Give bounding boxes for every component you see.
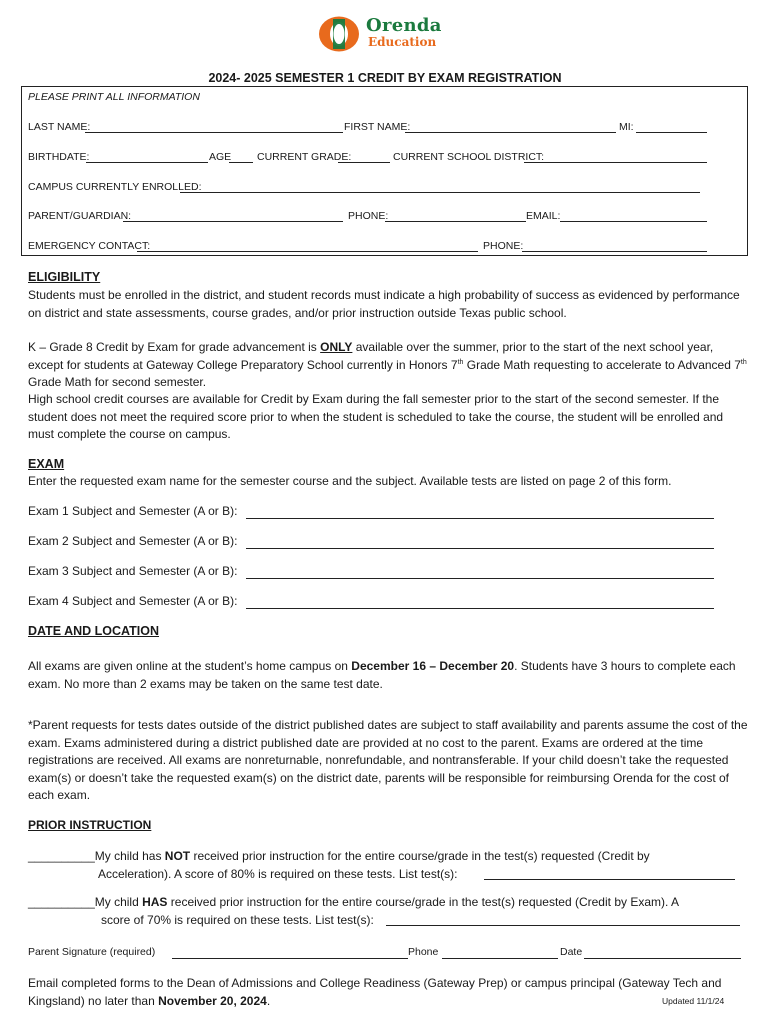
logo-subtitle: Education xyxy=(368,35,437,49)
exam-heading: EXAM xyxy=(28,457,65,471)
name-row xyxy=(0,121,770,135)
phone-label: PHONE: xyxy=(348,210,389,222)
exam-row-4-label: Exam 4 Subject and Semester (A or B): xyxy=(28,594,238,608)
phone-field[interactable] xyxy=(385,221,526,222)
orenda-logo-icon xyxy=(317,15,361,53)
emergency-field[interactable] xyxy=(137,251,478,252)
parent-signature-label: Parent Signature (required) xyxy=(28,946,156,958)
logo-name: Orenda xyxy=(366,15,442,36)
date-location-paragraph-2: *Parent requests for tests dates outside of the district published dates are subject to staff availability and parents assume the cost of the exam. Exams administered during a district published date are provided at no cost to the parent. Exams are ordered at the time registrations are received. All exams are nonreturnable, nonrefundable, and nontransferable. If your child doesn’t take the requested exam(s) or doesn’t take the requested exam(s) on the district date, parents will be responsible for reimbursing Orenda for the cost of each exam. xyxy=(28,718,748,802)
prior-option-has: __________My child HAS received prior instruction for the entire course/grade in the test(s) requested (Credit by Exam). A xyxy=(28,895,680,909)
first-name-label: FIRST NAME: xyxy=(344,121,411,133)
prior-option-has-line2: score of 70% is required on these tests. List test(s): xyxy=(101,913,374,927)
date-location-paragraph-1: All exams are given online at the student’s home campus on December 16 – December 20. Students have 3 hours to complete each exam. No more than 2 exams may be taken on the same test date. xyxy=(28,659,736,691)
birthdate-label: BIRTHDATE: xyxy=(28,151,90,163)
exam-row-1-label: Exam 1 Subject and Semester (A or B): xyxy=(28,504,238,518)
email-label: EMAIL: xyxy=(526,210,561,222)
mi-label: MI: xyxy=(619,121,634,133)
current-grade-field[interactable] xyxy=(338,162,390,163)
parent-row xyxy=(0,210,770,224)
exam-row-2-label: Exam 2 Subject and Semester (A or B): xyxy=(28,534,238,548)
birth-row xyxy=(0,151,770,165)
prior-not-tests-field[interactable] xyxy=(484,879,735,880)
prior-option-not-line2: Acceleration). A score of 80% is required on these tests. List test(s): xyxy=(98,867,458,881)
exam-row-2-field[interactable] xyxy=(246,548,714,549)
first-name-field[interactable] xyxy=(405,132,616,133)
age-label: AGE xyxy=(209,151,232,163)
last-name-field[interactable] xyxy=(85,132,343,133)
form-title: 2024- 2025 SEMESTER 1 CREDIT BY EXAM REGISTRATION xyxy=(208,71,562,85)
exam-row-4-field[interactable] xyxy=(246,608,714,609)
eligibility-paragraph-3: High school credit courses are available for Credit by Exam during the fall semester prior to the start of the second semester. If the student does not meet the required score prior to when the student is scheduled to take the course, the student will be enrolled and must complete the course on campus. xyxy=(28,392,724,441)
emergency-phone-label: PHONE: xyxy=(483,240,524,252)
exam-row-3-field[interactable] xyxy=(246,578,714,579)
district-field[interactable] xyxy=(524,162,707,163)
district-label: CURRENT SCHOOL DISTRICT: xyxy=(393,151,545,163)
prior-option-has-blank[interactable]: __________ xyxy=(28,895,95,909)
prior-instruction-heading: PRIOR INSTRUCTION xyxy=(28,818,152,832)
age-field[interactable] xyxy=(229,162,253,163)
parent-signature-field[interactable] xyxy=(172,958,408,959)
prior-option-not: __________My child has NOT received prior instruction for the entire course/grade in the test(s) requested (Credit by xyxy=(28,849,650,863)
signature-date-label: Date xyxy=(560,946,583,958)
exam-row-1-field[interactable] xyxy=(246,518,714,519)
emergency-label: EMERGENCY CONTACT: xyxy=(28,240,151,252)
signature-phone-field[interactable] xyxy=(442,958,558,959)
mi-field[interactable] xyxy=(636,132,707,133)
prior-option-not-blank[interactable]: __________ xyxy=(28,849,95,863)
eligibility-paragraph-1: Students must be enrolled in the district, and student records must indicate a high probability of success as evidenced by performance on district and state assessments, course grades, and/or prior instruction outside Texas public school. xyxy=(28,288,740,320)
parent-label: PARENT/GUARDIAN: xyxy=(28,210,132,222)
footer-instructions: Email completed forms to the Dean of Admissions and College Readiness (Gateway Prep) or campus principal (Gateway Tech and Kingsland) no later than November 20, 2024. xyxy=(28,976,722,1008)
date-location-heading: DATE AND LOCATION xyxy=(28,624,160,638)
campus-label: CAMPUS CURRENTLY ENROLLED: xyxy=(28,181,202,193)
prior-has-tests-field[interactable] xyxy=(386,925,740,926)
current-grade-label: CURRENT GRADE: xyxy=(257,151,352,163)
eligibility-heading: ELIGIBILITY xyxy=(28,270,101,284)
print-instruction: PLEASE PRINT ALL INFORMATION xyxy=(28,91,200,103)
emergency-row xyxy=(0,240,770,254)
last-name-label: LAST NAME: xyxy=(28,121,91,133)
updated-date: Updated 11/1/24 xyxy=(662,996,725,1006)
exam-row-3-label: Exam 3 Subject and Semester (A or B): xyxy=(28,564,238,578)
campus-field[interactable] xyxy=(180,192,700,193)
signature-date-field[interactable] xyxy=(584,958,741,959)
birthdate-field[interactable] xyxy=(86,162,208,163)
eligibility-paragraph-2: K – Grade 8 Credit by Exam for grade advancement is ONLY available over the summer, prior to the start of the next school year, except for students at Gateway College Preparatory School currently in Honors 7th Grade Math requesting to accelerate to Advanced 7th Grade Math for second semester. xyxy=(28,340,747,389)
campus-row xyxy=(0,181,770,195)
exam-intro: Enter the requested exam name for the semester course and the subject. Available tests are listed on page 2 of this form. xyxy=(28,474,672,488)
student-info-box xyxy=(21,86,748,256)
signature-phone-label: Phone xyxy=(408,946,439,958)
emergency-phone-field[interactable] xyxy=(522,251,707,252)
parent-field[interactable] xyxy=(123,221,343,222)
email-field[interactable] xyxy=(560,221,707,222)
